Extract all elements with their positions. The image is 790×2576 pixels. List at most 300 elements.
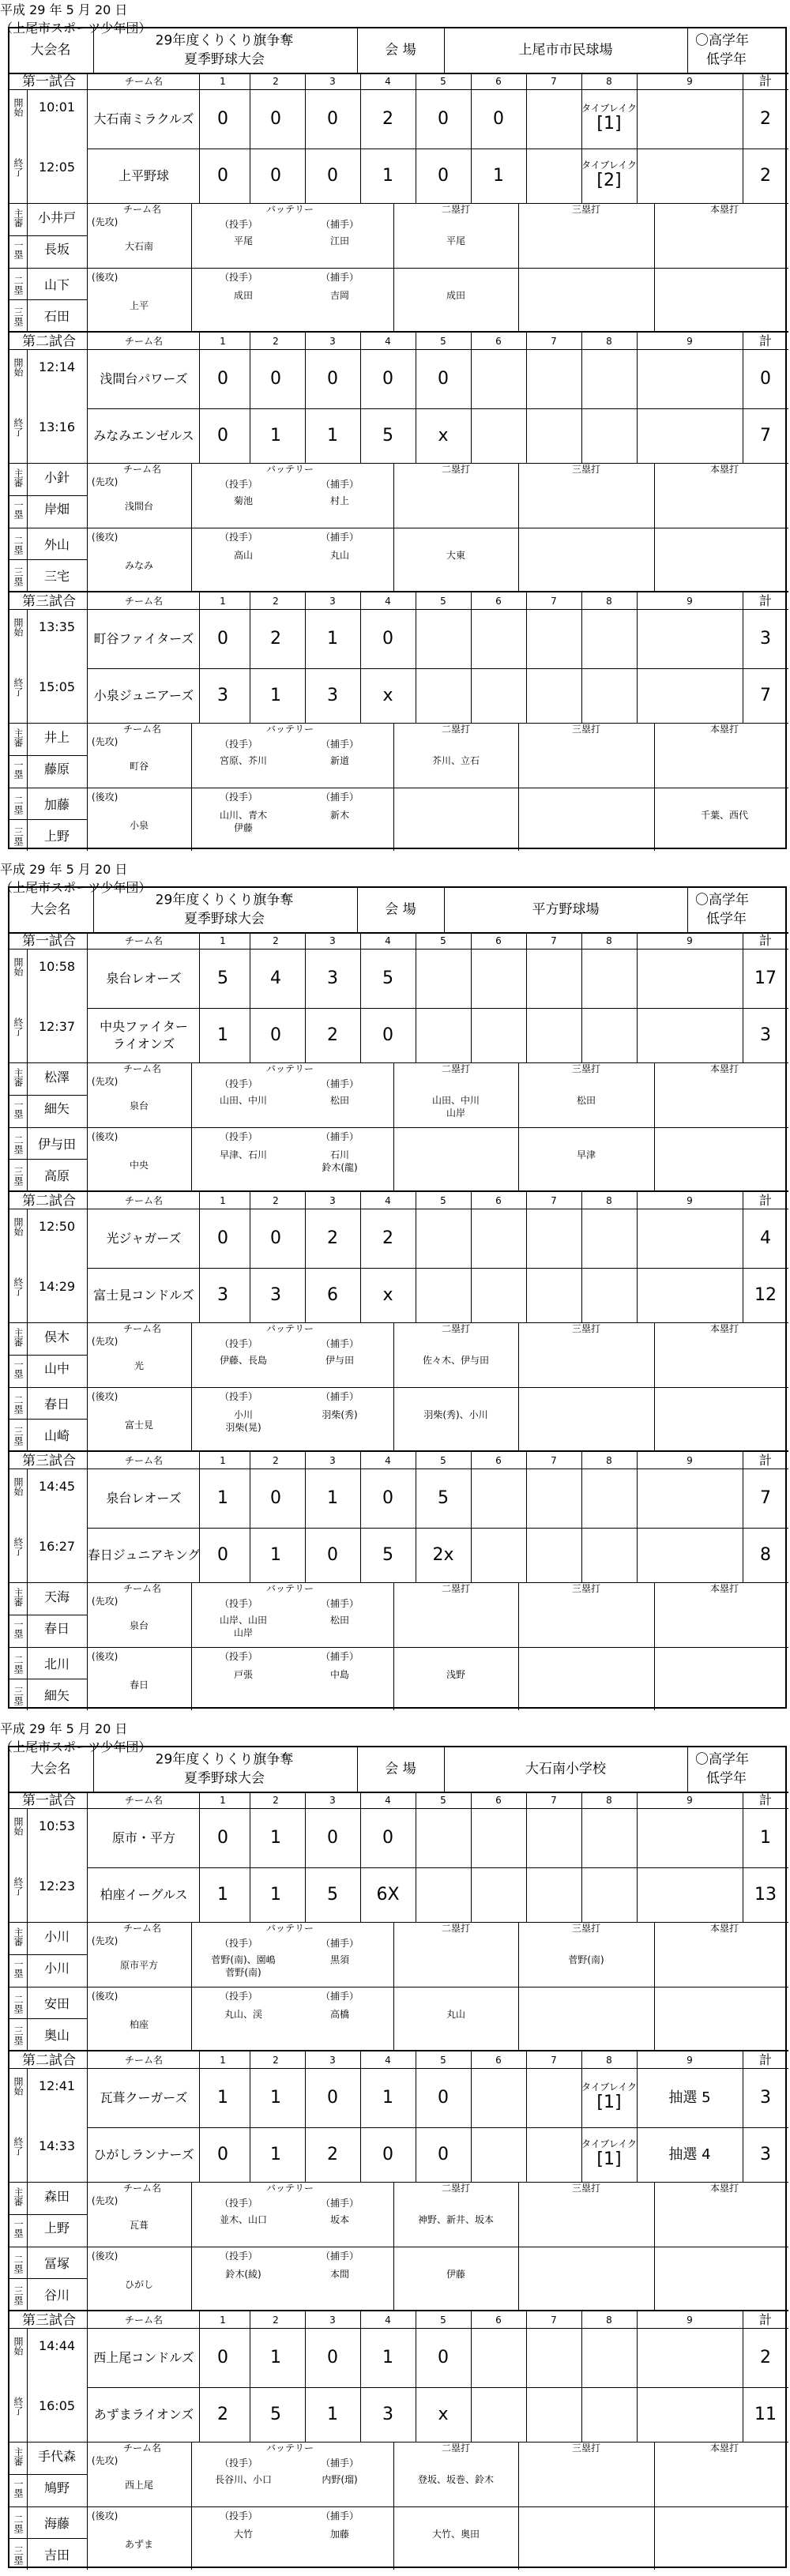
grid-line: [305, 2051, 306, 2182]
inning-score: 0: [327, 1544, 338, 1565]
double-header: 二塁打: [441, 1063, 471, 1074]
inning-score: 0: [217, 628, 228, 649]
grid-line: [9, 2182, 87, 2183]
team-name: 泉台レオーズ: [106, 1490, 182, 1506]
battery-header: バッテリー: [265, 464, 314, 475]
triple-hitters: 早津: [576, 1149, 596, 1160]
team-name: 浅間台パワーズ: [100, 370, 188, 386]
umpire-name: 上野: [43, 829, 70, 844]
double-header: 二塁打: [441, 464, 471, 475]
inning-header: 6: [495, 2055, 502, 2066]
inning-score: 5: [382, 425, 393, 446]
end-time: 12:05: [38, 160, 76, 175]
inning-header: 1: [220, 1455, 226, 1466]
grid-line: [87, 2506, 788, 2507]
total-score: 0: [760, 368, 771, 389]
inning-score: 2: [327, 1228, 338, 1248]
grid-line: [9, 2214, 87, 2215]
team-abbr: 大石南: [124, 241, 154, 252]
inning-score: 0: [327, 368, 338, 389]
umpire-name: 外山: [43, 537, 70, 552]
inning-header: 6: [495, 1795, 502, 1806]
grid-line: [360, 1192, 361, 1322]
inning-score: 0: [382, 1487, 393, 1508]
inning-score: 3: [327, 968, 338, 988]
total-header: 計: [758, 1453, 773, 1468]
side-label-second-base: 二塁: [13, 2254, 24, 2273]
side-label-start: 開始: [13, 2337, 24, 2356]
grid-line: [191, 203, 192, 331]
total-score: 17: [754, 968, 777, 988]
pitcher-label: （投手）: [219, 2510, 258, 2521]
grid-line: [357, 1747, 358, 1792]
homerun-header: 本塁打: [709, 1063, 739, 1074]
umpire-name: 井上: [43, 730, 70, 745]
grid-line: [471, 73, 472, 203]
pitcher-label: （投手）: [219, 532, 258, 543]
tiebreak-label: タイブレイク: [581, 102, 638, 114]
tournament-label: 大会名: [30, 1761, 71, 1777]
grid-line: [93, 28, 94, 73]
umpire-name: 伊与田: [37, 1137, 77, 1152]
inning-score: [1]: [596, 113, 622, 134]
team-abbr: 泉台: [129, 1100, 149, 1111]
inning-header: 7: [551, 1455, 557, 1466]
inning-score: 0: [382, 1025, 393, 1045]
team-abbr: 瓦葺: [129, 2220, 149, 2231]
inning-header: 7: [551, 1195, 557, 1206]
grid-line: [654, 463, 655, 591]
grid-line: [9, 2310, 788, 2311]
triple-header: 三塁打: [571, 204, 601, 215]
team-abbr: 浅間台: [124, 501, 154, 512]
grid-line: [581, 1792, 582, 1922]
grid-line: [199, 73, 200, 203]
inning-score: 0: [438, 165, 449, 186]
catcher-name: 村上: [329, 495, 350, 506]
umpire-name: 俣木: [43, 1329, 70, 1344]
team-column-header: チーム名: [122, 464, 162, 475]
umpire-name: 加藤: [43, 797, 70, 812]
team-name: ひがしランナーズ: [93, 2146, 194, 2162]
catcher-name: 新道: [329, 755, 350, 766]
grid-line: [27, 609, 28, 851]
grid-line: [637, 333, 638, 463]
grid-line: [9, 2050, 788, 2051]
inning-score: 1: [327, 1487, 338, 1508]
side-label-end: 終了: [13, 1537, 24, 1556]
total-score: 3: [760, 1025, 771, 1045]
grid-line: [9, 203, 87, 204]
side-label-third-base: 三塁: [13, 2546, 24, 2565]
grid-line: [9, 1808, 788, 1809]
start-time: 10:01: [38, 100, 76, 115]
umpire-name: 北川: [43, 1657, 70, 1672]
inning-header: 5: [440, 596, 446, 607]
inning-header: 9: [687, 935, 693, 946]
venue-label: 会 場: [385, 901, 416, 918]
inning-score: 1: [270, 425, 281, 446]
team-abbr: 中央: [129, 1160, 149, 1171]
inning-score: 3: [382, 2404, 393, 2424]
grid-line: [87, 1922, 788, 1923]
grid-line: [393, 2442, 394, 2570]
inning-score: 2: [327, 1025, 338, 1045]
grid-line: [9, 819, 87, 820]
umpire-name: 奥山: [43, 2028, 70, 2043]
team-column-header: チーム名: [124, 76, 164, 87]
batting-order-label: (先攻): [92, 736, 118, 747]
inning-score: 5: [382, 1544, 393, 1565]
inning-header: 2: [273, 2055, 279, 2066]
grid-line: [518, 463, 519, 591]
grid-line: [637, 2311, 638, 2442]
grid-line: [581, 1192, 582, 1322]
triple-hitters: 松田: [576, 1095, 596, 1106]
grid-line: [191, 1582, 192, 1710]
umpire-name: 鳩野: [43, 2480, 70, 2495]
pitcher-name: 菅野(南)、園嶋: [211, 1954, 276, 1965]
inning-header: 8: [606, 336, 612, 347]
pitcher-name: 並木、山口: [219, 2214, 268, 2225]
inning-score: 3: [327, 685, 338, 705]
inning-score: 0: [327, 2347, 338, 2367]
inning-header: 4: [385, 2055, 391, 2066]
double-hitters: 浅野: [446, 1669, 466, 1680]
grid-line: [9, 1159, 87, 1160]
inning-header: 3: [329, 1795, 336, 1806]
total-score: 2: [760, 108, 771, 129]
grid-line: [305, 932, 306, 1062]
homerun-header: 本塁打: [709, 724, 739, 735]
grid-line: [9, 73, 788, 74]
total-score: 7: [760, 1487, 771, 1508]
batting-order-label: (後攻): [92, 792, 118, 803]
grid-line: [687, 28, 688, 73]
grid-line: [637, 1452, 638, 1582]
catcher-name: 加藤: [329, 2529, 350, 2540]
side-label-second-base: 二塁: [13, 1655, 24, 1674]
grid-line: [305, 73, 306, 203]
side-label-end: 終了: [13, 1017, 24, 1036]
inning-score: 1: [217, 1884, 228, 1905]
triple-header: 三塁打: [571, 2183, 601, 2194]
tiebreak-label: タイブレイク: [581, 159, 638, 171]
side-label-end: 終了: [13, 2397, 24, 2416]
double-header: 二塁打: [441, 724, 471, 735]
grid-line: [654, 1322, 655, 1450]
umpire-name: 手代森: [37, 2449, 77, 2464]
sheet-date: 平成 29 年 5 月 20 日: [0, 2, 128, 17]
team-name: 上平野球: [118, 167, 170, 183]
umpire-name: 安田: [43, 1996, 70, 2011]
inning-header: 5: [440, 1455, 446, 1466]
division-high: 〇高学年: [695, 892, 749, 908]
batting-order-label: (先攻): [92, 2455, 118, 2466]
catcher-name: 中島: [329, 1669, 350, 1680]
inning-header: 5: [440, 2315, 446, 2326]
inning-header: 4: [385, 1195, 391, 1206]
sheet-org: （上尾市スポーツ少年団）: [0, 21, 152, 36]
side-label-third-base: 三塁: [13, 1167, 24, 1186]
homerun-header: 本塁打: [709, 1323, 739, 1334]
grid-line: [9, 1450, 788, 1452]
team-column-header: チーム名: [122, 2442, 162, 2454]
inning-score: 0: [270, 368, 281, 389]
catcher-name: 伊与田: [325, 1355, 355, 1366]
grid-line: [393, 1322, 394, 1450]
grid-line: [526, 333, 527, 463]
inning-header: 7: [551, 76, 557, 87]
pitcher-label: （投手）: [219, 1651, 258, 1662]
division-low: 低学年: [706, 1770, 747, 1787]
inning-score: 1: [327, 425, 338, 446]
game-title: 第二試合: [22, 1193, 76, 1209]
double-hitters: 平尾: [446, 235, 466, 246]
grid-line: [687, 1747, 688, 1792]
catcher-label: （捕手）: [320, 1991, 359, 2002]
inning-score: 0: [217, 1228, 228, 1248]
grid-line: [93, 1747, 94, 1792]
grid-line: [654, 1922, 655, 2050]
grid-line: [360, 932, 361, 1062]
catcher-name: 松田: [329, 1615, 350, 1626]
side-label-second-base: 二塁: [13, 536, 24, 555]
grid-line: [305, 1452, 306, 1582]
inning-header: 9: [687, 336, 693, 347]
side-label-end: 終了: [13, 418, 24, 437]
total-header: 計: [758, 333, 773, 348]
grid-line: [199, 1792, 200, 1922]
inning-header: 9: [687, 1795, 693, 1806]
side-label-second-base: 二塁: [13, 1395, 24, 1414]
team-abbr: 原市平方: [119, 1960, 159, 1971]
grid-line: [518, 1322, 519, 1450]
pitcher-name: 伊藤: [233, 822, 254, 833]
catcher-label: （捕手）: [320, 272, 359, 283]
inning-score: 0: [327, 2087, 338, 2108]
grid-line: [305, 333, 306, 463]
inning-score: 1: [217, 1487, 228, 1508]
catcher-label: （捕手）: [320, 1938, 359, 1949]
umpire-name: 高原: [43, 1168, 70, 1183]
grid-line: [27, 89, 28, 331]
side-label-third-base: 三塁: [13, 307, 24, 326]
pitcher-name: 鈴木(綾): [225, 2269, 261, 2280]
inning-score: 2: [217, 2404, 228, 2424]
team-abbr: 小泉: [129, 820, 149, 831]
team-column-header: チーム名: [122, 2183, 162, 2194]
grid-line: [87, 2387, 788, 2388]
pitcher-label: （投手）: [219, 1338, 258, 1349]
catcher-label: （捕手）: [320, 532, 359, 543]
pitcher-name: 長谷川、小口: [214, 2474, 273, 2485]
pitcher-name: 戸張: [233, 1669, 254, 1680]
inning-score: 1: [270, 1544, 281, 1565]
inning-score: 0: [217, 2144, 228, 2164]
grid-line: [199, 333, 200, 463]
grid-line: [471, 1192, 472, 1322]
pitcher-name: 小川: [233, 1409, 254, 1420]
inning-header: 7: [551, 2055, 557, 2066]
double-hitters: 山岸: [446, 1107, 466, 1119]
pitcher-name: 伊藤、長島: [219, 1355, 268, 1366]
battery-header: バッテリー: [265, 2183, 314, 2194]
triple-header: 三塁打: [571, 1323, 601, 1334]
catcher-name: 内野(瑠): [322, 2474, 358, 2485]
inning-score: 3: [270, 1284, 281, 1305]
total-score: 11: [754, 2404, 777, 2424]
umpire-name: 岸畑: [43, 502, 70, 517]
pitcher-name: 山田、中川: [219, 1095, 268, 1106]
grid-line: [518, 2182, 519, 2310]
team-name: 柏座イーグルス: [100, 1886, 188, 1902]
grid-line: [87, 1127, 788, 1128]
grid-line: [87, 73, 88, 331]
total-header: 計: [758, 1193, 773, 1208]
side-label-first-base: 一塁: [13, 1619, 24, 1638]
team-name: 中央ファイター: [100, 1018, 188, 1034]
inning-header: 8: [606, 2055, 612, 2066]
grid-line: [87, 1528, 788, 1529]
homerun-header: 本塁打: [709, 204, 739, 215]
batting-order-label: (後攻): [92, 1991, 118, 2002]
side-label-chief: 主審: [13, 1068, 24, 1087]
pitcher-label: （投手）: [219, 2198, 258, 2209]
pitcher-name: 羽柴(晃): [225, 1422, 261, 1433]
total-score: 8: [760, 1544, 771, 1565]
inning-score: 1: [493, 165, 504, 186]
sheet-org: （上尾市スポーツ少年団）: [0, 880, 152, 895]
inning-header: 9: [687, 1195, 693, 1206]
catcher-name: 坂本: [329, 2214, 350, 2225]
side-label-third-base: 三塁: [13, 2026, 24, 2045]
venue-label: 会 場: [385, 1761, 416, 1777]
team-column-header: チーム名: [122, 1923, 162, 1934]
grid-line: [199, 592, 200, 723]
grid-line: [393, 1582, 394, 1710]
grid-line: [581, 73, 582, 203]
team-abbr: 柏座: [129, 2019, 149, 2030]
team-name: 大石南ミラクルズ: [93, 111, 194, 126]
triple-header: 三塁打: [571, 724, 601, 735]
total-score: 13: [754, 1884, 777, 1905]
grid-line: [87, 2182, 788, 2183]
grid-line: [9, 349, 788, 350]
grid-line: [581, 2051, 582, 2182]
grid-line: [9, 2474, 87, 2475]
inning-score: x: [382, 685, 393, 705]
inning-score: 1: [382, 165, 393, 186]
double-hitters: 登坂、坂巻、鈴木: [417, 2474, 495, 2485]
homerun-header: 本塁打: [709, 1923, 739, 1934]
start-time: 10:53: [38, 1818, 76, 1833]
pitcher-name: 菊池: [233, 495, 254, 506]
side-label-end: 終了: [13, 1877, 24, 1896]
grid-line: [199, 2311, 200, 2442]
grid-line: [87, 2127, 788, 2128]
grid-line: [357, 888, 358, 932]
grid-line: [87, 1582, 788, 1583]
grid-line: [526, 2051, 527, 2182]
grid-line: [393, 1922, 394, 2050]
umpire-name: 山崎: [43, 1428, 70, 1443]
pitcher-name: 成田: [233, 290, 254, 301]
grid-line: [87, 2311, 88, 2570]
catcher-label: （捕手）: [320, 2458, 359, 2469]
inning-score: [1]: [596, 2092, 622, 2112]
catcher-label: （捕手）: [320, 2251, 359, 2262]
grid-line: [93, 888, 94, 932]
inning-header: 9: [687, 2315, 693, 2326]
grid-line: [305, 1792, 306, 1922]
grid-line: [9, 1322, 87, 1323]
venue-name: 大石南小学校: [525, 1761, 606, 1777]
side-label-end: 終了: [13, 158, 24, 177]
grid-line: [87, 1452, 88, 1710]
grid-line: [581, 932, 582, 1062]
team-name: ライオンズ: [112, 1036, 175, 1051]
tournament-name-line2: 夏季野球大会: [184, 1770, 265, 1787]
homerun-hitters: 千葉、西代: [700, 810, 749, 821]
end-time: 16:27: [38, 1539, 76, 1554]
team-abbr: みなみ: [124, 560, 154, 571]
side-label-start: 開始: [13, 98, 24, 117]
inning-header: 8: [606, 2315, 612, 2326]
inning-header: 4: [385, 596, 391, 607]
side-label-second-base: 二塁: [13, 795, 24, 814]
grid-line: [199, 1192, 200, 1322]
start-time: 12:41: [38, 2078, 76, 2093]
inning-score: 1: [382, 2347, 393, 2367]
pitcher-name: 高山: [233, 550, 254, 561]
team-column-header: チーム名: [124, 2315, 164, 2326]
inning-score: 1: [270, 2087, 281, 2108]
inning-score: 1: [382, 2087, 393, 2108]
grid-line: [27, 2328, 28, 2570]
tournament-label: 大会名: [30, 901, 71, 918]
grid-line: [87, 1008, 788, 1009]
grid-line: [87, 2051, 88, 2310]
game-title: 第二試合: [22, 333, 76, 350]
start-time: 12:50: [38, 1219, 76, 1234]
grid-line: [9, 1095, 87, 1096]
inning-header: 6: [495, 1195, 502, 1206]
grid-line: [199, 2051, 200, 2182]
catcher-label: （捕手）: [320, 792, 359, 803]
grid-line: [191, 2182, 192, 2310]
double-hitters: 神野、新井、坂本: [417, 2214, 495, 2225]
inning-header: 8: [606, 1195, 612, 1206]
grid-line: [9, 1419, 87, 1420]
inning-header: 1: [220, 336, 226, 347]
grid-line: [360, 592, 361, 723]
tournament-name-line2: 夏季野球大会: [184, 51, 265, 68]
grid-line: [654, 2442, 655, 2570]
catcher-label: （捕手）: [320, 219, 359, 230]
start-time: 12:14: [38, 359, 76, 374]
team-column-header: チーム名: [122, 1323, 162, 1334]
batting-order-label: (後攻): [92, 2251, 118, 2262]
division-low: 低学年: [706, 51, 747, 68]
battery-header: バッテリー: [265, 1323, 314, 1334]
batting-order-label: (後攻): [92, 1131, 118, 1142]
side-label-start: 開始: [13, 2077, 24, 2096]
inning-score: 5: [327, 1884, 338, 1905]
inning-score: 5: [382, 968, 393, 988]
battery-header: バッテリー: [265, 1063, 314, 1074]
inning-score: 0: [382, 368, 393, 389]
